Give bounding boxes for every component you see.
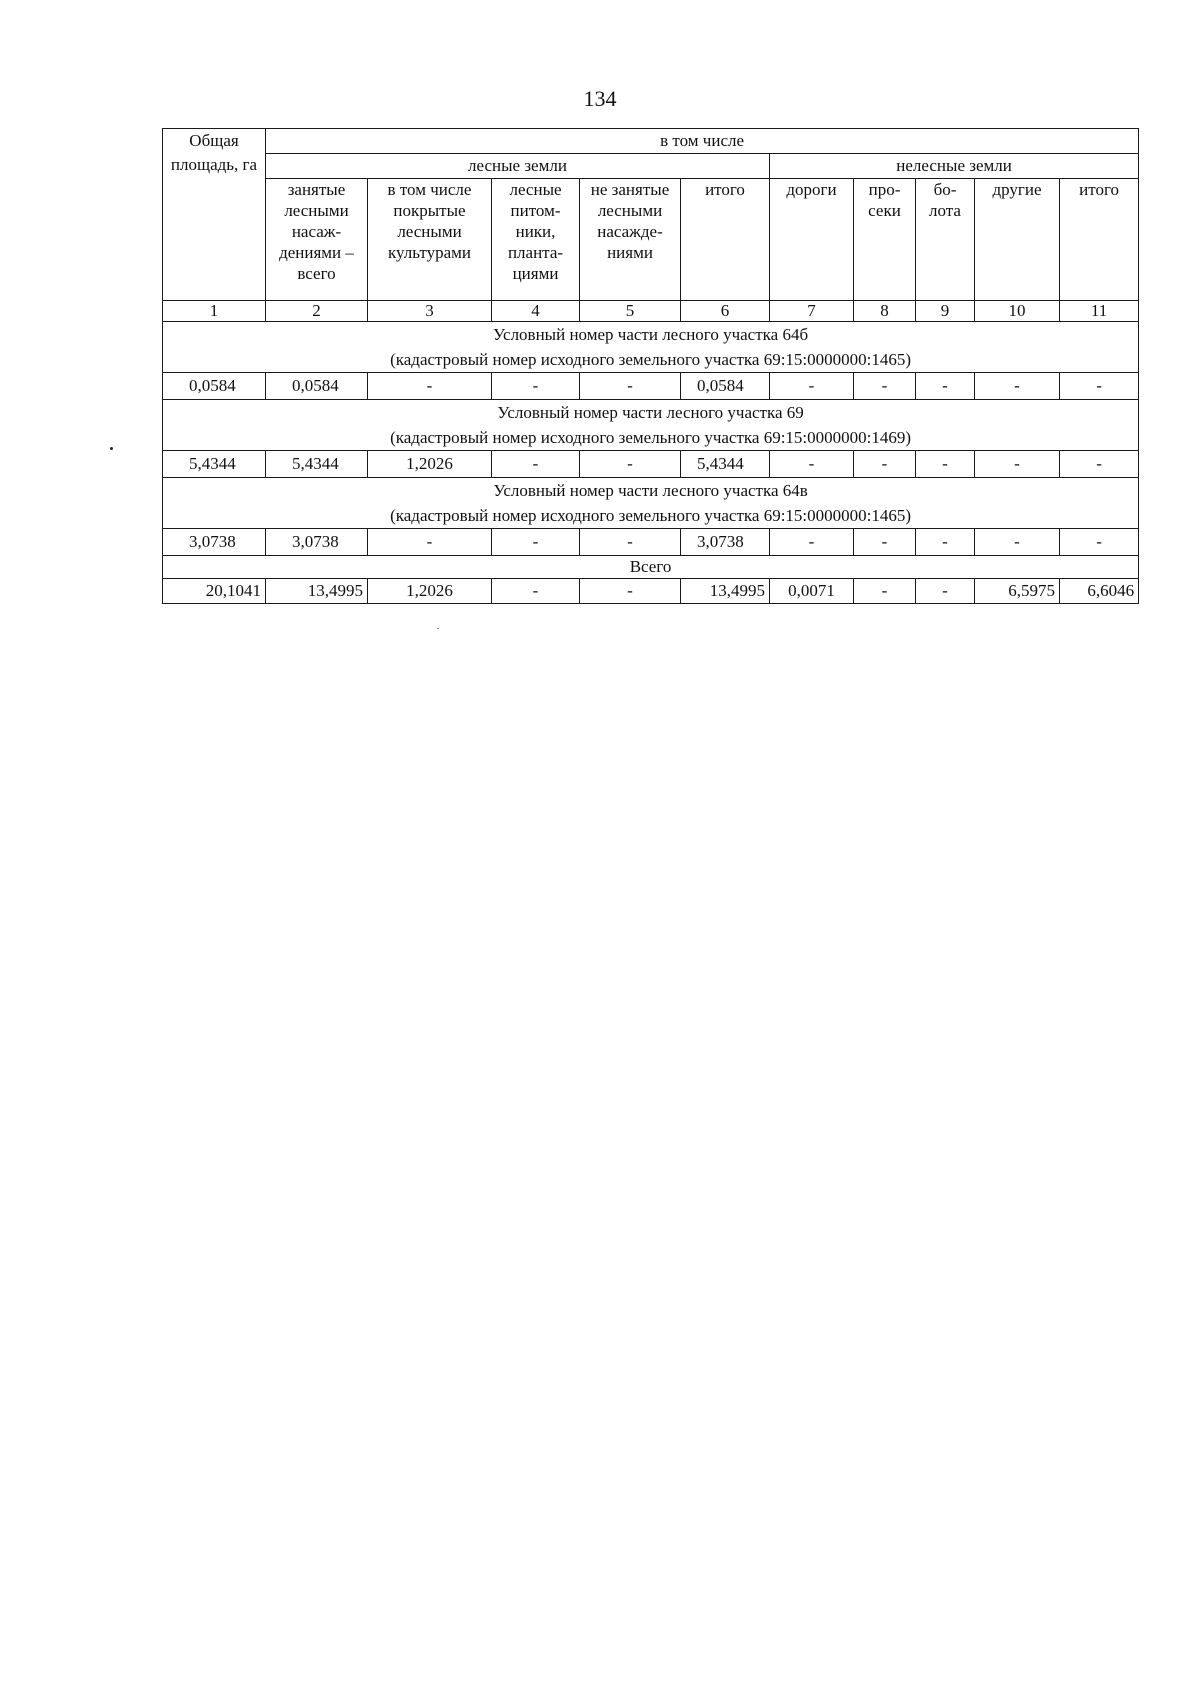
cell: -: [492, 451, 580, 478]
cell: 3,0738: [266, 529, 368, 556]
total-cell: 6,6046: [1060, 579, 1139, 604]
column-number: 11: [1060, 301, 1139, 322]
total-cell: 1,2026: [368, 579, 492, 604]
cell: -: [1060, 451, 1139, 478]
cell: -: [916, 529, 975, 556]
total-cell: 20,1041: [163, 579, 266, 604]
section-title: [163, 478, 1139, 529]
column-number: 7: [770, 301, 854, 322]
cell: -: [770, 373, 854, 400]
header-col-2: занятые лесными насаж-дениями – всего: [266, 179, 368, 301]
scan-speck: [110, 447, 113, 450]
forest-land-table: [162, 128, 1139, 604]
cell: 5,4344: [266, 451, 368, 478]
cell: -: [854, 451, 916, 478]
column-number: 10: [975, 301, 1060, 322]
header-forest-lands: лесные земли: [266, 154, 770, 179]
cell: -: [580, 451, 681, 478]
header-col-3: в том числе покрытые лесными культурами: [368, 179, 492, 301]
cell: 1,2026: [368, 451, 492, 478]
cell: -: [492, 529, 580, 556]
section-subtitle-line: (кадастровый номер исходного земельного участка 69:15:0000000:1465): [390, 350, 912, 369]
cell: -: [854, 529, 916, 556]
cell: -: [368, 373, 492, 400]
cell: -: [770, 529, 854, 556]
column-number-row: [163, 301, 1139, 322]
section-title-line: Условный номер части лесного участка 64в: [493, 481, 808, 500]
header-col-11: итого: [1060, 179, 1139, 301]
header-col-6: итого: [681, 179, 770, 301]
cell: -: [975, 451, 1060, 478]
page-number: 134: [583, 86, 617, 111]
total-cell: -: [916, 579, 975, 604]
cell: -: [580, 373, 681, 400]
section-title: [163, 400, 1139, 451]
section-header: [163, 322, 1139, 373]
cell: 5,4344: [163, 451, 266, 478]
header-row-2: [163, 154, 1139, 179]
total-cell: -: [492, 579, 580, 604]
table-row: [163, 373, 1139, 400]
cell: -: [368, 529, 492, 556]
cell: -: [1060, 373, 1139, 400]
cell: -: [580, 529, 681, 556]
cell: -: [492, 373, 580, 400]
cell: -: [916, 373, 975, 400]
column-number: 4: [492, 301, 580, 322]
header-col-10: другие: [975, 179, 1060, 301]
total-cell: 6,5975: [975, 579, 1060, 604]
column-number: 3: [368, 301, 492, 322]
table-row: [163, 529, 1139, 556]
column-number: 1: [163, 301, 266, 322]
cell: -: [770, 451, 854, 478]
table-row: [163, 451, 1139, 478]
header-col-7: дороги: [770, 179, 854, 301]
section-title: [163, 322, 1139, 373]
column-number: 6: [681, 301, 770, 322]
total-row: [163, 579, 1139, 604]
cell: 0,0584: [266, 373, 368, 400]
total-label-row: [163, 556, 1139, 579]
header-col-9: бо-лота: [916, 179, 975, 301]
header-row-1: [163, 129, 1139, 154]
cell: -: [916, 451, 975, 478]
cell: -: [975, 373, 1060, 400]
total-cell: -: [854, 579, 916, 604]
header-col-4: лесные питом-ники, планта-циями: [492, 179, 580, 301]
section-header: [163, 478, 1139, 529]
column-number: 2: [266, 301, 368, 322]
scan-speck: [437, 628, 439, 629]
total-cell: 13,4995: [681, 579, 770, 604]
total-cell: -: [580, 579, 681, 604]
section-title-line: Условный номер части лесного участка 64б: [493, 325, 809, 344]
header-row-3: [163, 179, 1139, 301]
section-subtitle-line: (кадастровый номер исходного земельного участка 69:15:0000000:1469): [390, 428, 912, 447]
cell: 3,0738: [163, 529, 266, 556]
cell: -: [854, 373, 916, 400]
column-number: 5: [580, 301, 681, 322]
header-including: в том числе: [266, 129, 1139, 154]
total-cell: 0,0071: [770, 579, 854, 604]
cell: 5,4344: [681, 451, 770, 478]
header-total-area: Общая площадь, га: [163, 129, 266, 301]
cell: 0,0584: [681, 373, 770, 400]
total-label: Всего: [163, 556, 1139, 579]
cell: 0,0584: [163, 373, 266, 400]
section-subtitle-line: (кадастровый номер исходного земельного участка 69:15:0000000:1465): [390, 506, 912, 525]
section-header: [163, 400, 1139, 451]
total-cell: 13,4995: [266, 579, 368, 604]
column-number: 8: [854, 301, 916, 322]
cell: -: [1060, 529, 1139, 556]
column-number: 9: [916, 301, 975, 322]
header-nonforest-lands: нелесные земли: [770, 154, 1139, 179]
cell: -: [975, 529, 1060, 556]
cell: 3,0738: [681, 529, 770, 556]
header-col-5: не занятые лесными насажде-ниями: [580, 179, 681, 301]
header-col-8: про-секи: [854, 179, 916, 301]
section-title-line: Условный номер части лесного участка 69: [497, 403, 804, 422]
